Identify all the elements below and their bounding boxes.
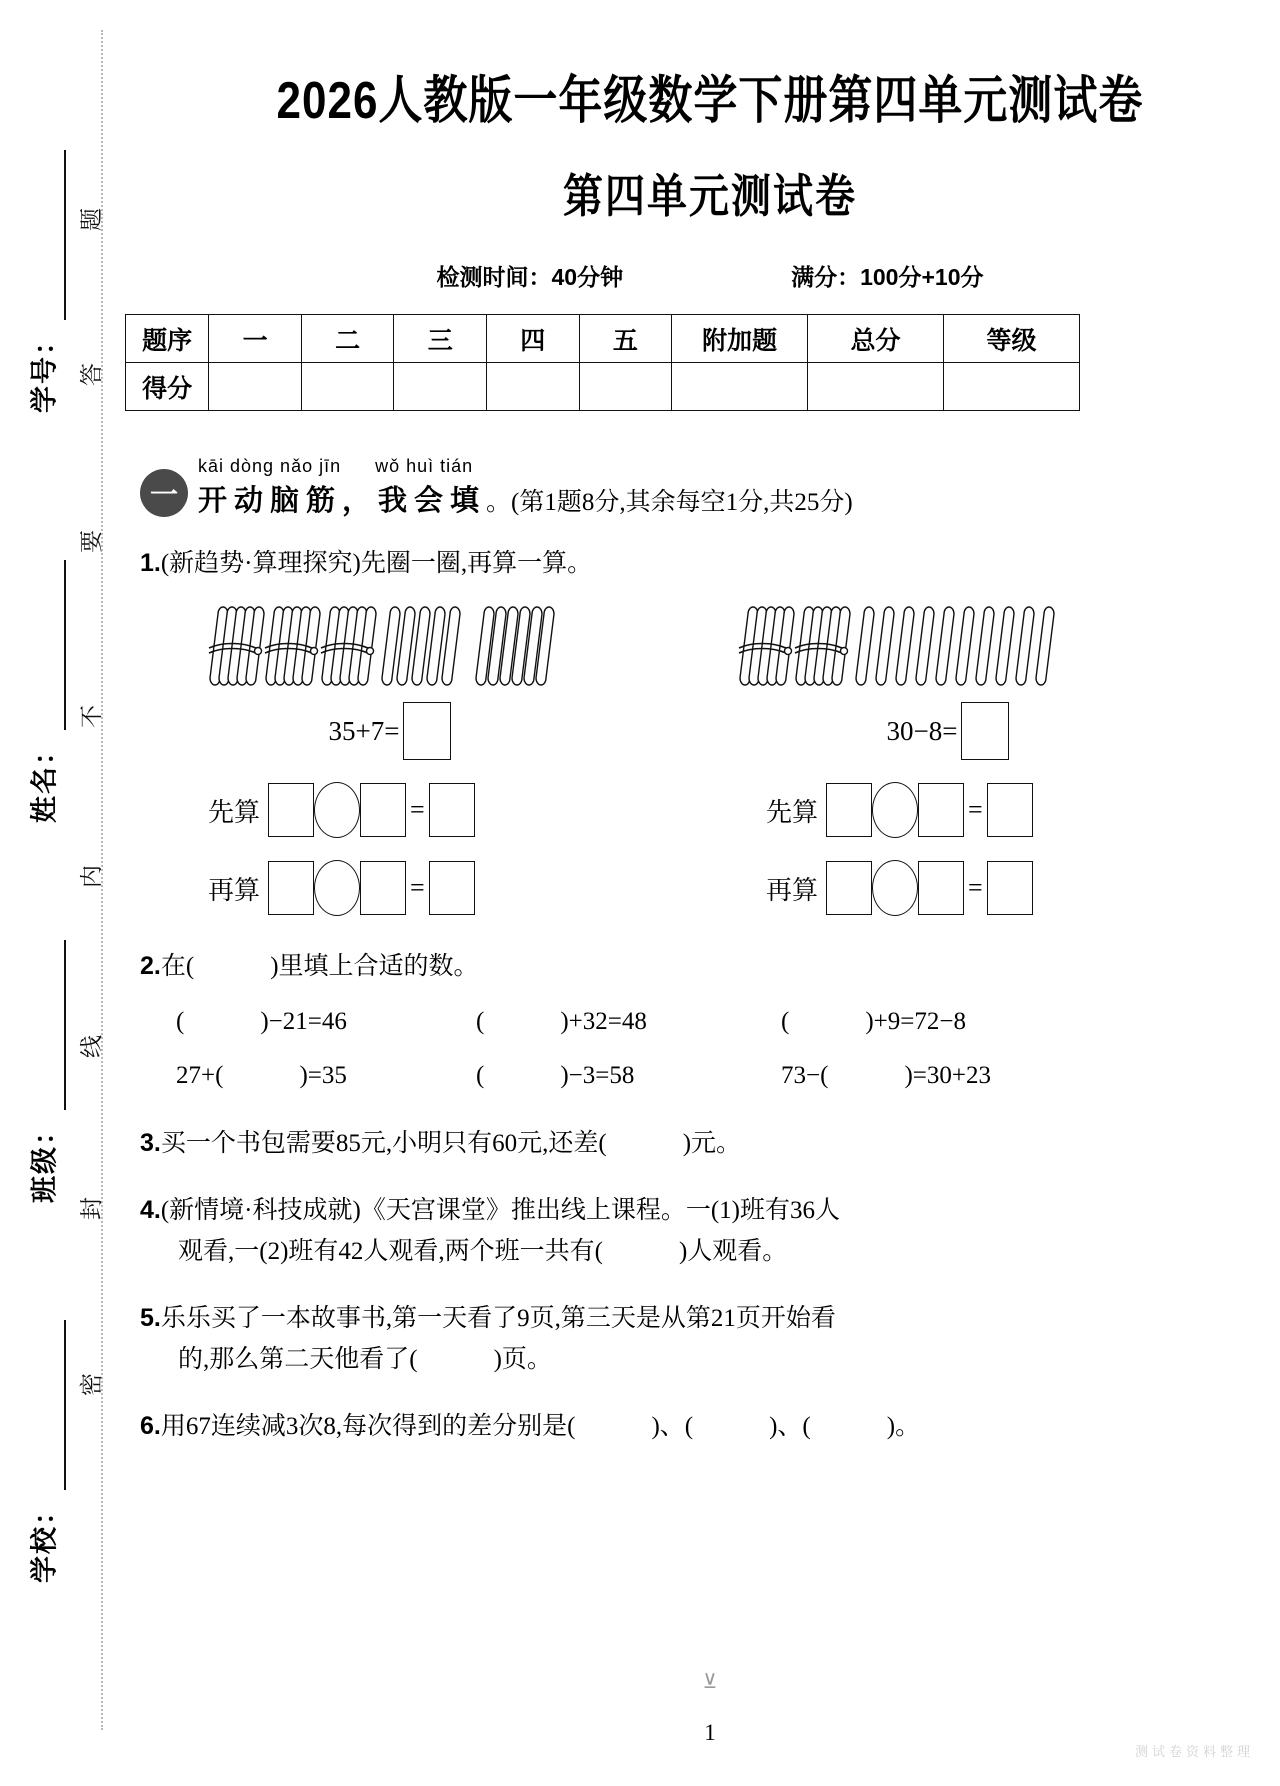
q2-item-2 (781, 1002, 1081, 1043)
question-1-text: (新趋势·算理探究)先圈一圈,再算一算。 (160, 549, 593, 577)
q1-right-step1-equals: = (968, 795, 983, 825)
q2-item-3-pre: 27+( (176, 1062, 224, 1090)
question-5-line2 (178, 1340, 1280, 1381)
q2-item-4-post: )−3=58 (560, 1062, 635, 1090)
q1-right-step1-box3[interactable] (987, 783, 1033, 837)
q1-left-step1-op[interactable] (314, 782, 360, 838)
q1-left-step1-equals: = (410, 795, 425, 825)
score-row-label-0: 题序 (126, 315, 209, 363)
seal-dash-char-0: 题 (79, 208, 104, 231)
question-6-text-b: )、( (651, 1413, 694, 1441)
section-title-points: 。(第1题8分,其余每空1分,共25分) (486, 488, 853, 516)
q1-left-col (140, 702, 640, 916)
question-6-text-a: 用67连续减3次8,每次得到的差分别是( (160, 1413, 576, 1441)
seal-dash-char-6: 封 (79, 1197, 104, 1220)
section-pinyin-a: kāi dòng nǎo jīn (198, 456, 342, 476)
q2-item-3-post: )=35 (299, 1062, 347, 1090)
q2-item-2-post: )+9=72−8 (865, 1007, 966, 1035)
q2-row-1 (176, 1056, 1280, 1097)
q2-item-5-post: )=30+23 (904, 1062, 991, 1090)
page-title: 2026人教版一年级数学下册第四单元测试卷 (276, 72, 1144, 130)
section-number-badge: 一 (140, 469, 188, 517)
q1-right-expr-row (698, 702, 1198, 760)
q1-right-step2-box2[interactable] (918, 861, 964, 915)
score-col-1: 二 (301, 315, 394, 363)
score-cell-6[interactable] (808, 363, 944, 411)
exam-duration: 检测时间：40分钟 (436, 264, 624, 290)
score-cell-7[interactable] (944, 363, 1080, 411)
question-2-text-b: )里填上合适的数。 (270, 953, 479, 981)
score-col-6: 总分 (808, 315, 944, 363)
question-6-number: 6. (140, 1412, 161, 1441)
seal-rule-4 (64, 1320, 66, 1490)
q2-item-5-pre: 73−( (781, 1062, 829, 1090)
score-col-2: 三 (394, 315, 487, 363)
q1-right-answer-box[interactable] (961, 702, 1009, 760)
question-3 (140, 1123, 1280, 1165)
q1-right-step2-equals: = (968, 873, 983, 903)
question-1-equations (140, 702, 1280, 916)
q1-right-step2-label: 再算 (766, 875, 819, 905)
q1-left-step2-op[interactable] (314, 860, 360, 916)
score-cell-1[interactable] (301, 363, 394, 411)
q1-left-expr-row (140, 702, 640, 760)
sticks-icon-left (202, 602, 562, 692)
score-cell-0[interactable] (209, 363, 302, 411)
score-cell-4[interactable] (579, 363, 672, 411)
q2-item-4 (476, 1056, 781, 1097)
question-1-figure (140, 602, 1280, 692)
q2-item-0-pre: ( (176, 1007, 185, 1035)
q2-item-5 (781, 1056, 1081, 1097)
score-col-4: 五 (579, 315, 672, 363)
section-pinyin (198, 457, 853, 477)
q1-left-step2-box3[interactable] (429, 861, 475, 915)
seal-rule-1 (64, 150, 66, 320)
question-4-line2-tail: )人观看。 (678, 1237, 788, 1265)
question-2-number: 2. (140, 952, 161, 981)
question-3-text-a: 买一个书包需要85元,小明只有60元,还差( (160, 1129, 607, 1157)
section-text (198, 457, 853, 519)
q2-item-3 (176, 1056, 476, 1097)
seal-dash-char-2: 要 (79, 530, 104, 553)
question-2-text-a: 在( (160, 953, 195, 981)
q1-right-step2-box3[interactable] (987, 861, 1033, 915)
q1-left-step1-box3[interactable] (429, 783, 475, 837)
q1-right-step2-box1[interactable] (826, 861, 872, 915)
q2-item-4-pre: ( (476, 1062, 485, 1090)
q2-item-2-pre: ( (781, 1007, 790, 1035)
seal-rule-2 (64, 560, 66, 730)
seal-dash-char-4: 内 (79, 865, 104, 888)
q1-left-step1-box1[interactable] (268, 783, 314, 837)
question-5-line1: 乐乐买了一本故事书,第一天看了9页,第三天是从第21页开始看 (160, 1305, 836, 1333)
sticks-icon-right (732, 602, 1062, 692)
question-5-line2-text: 的,那么第二天他看了( (178, 1345, 418, 1373)
section-pinyin-b: wǒ huì tián (375, 456, 474, 476)
fold-mark-icon: ⊻ (702, 1671, 718, 1693)
q2-item-1 (476, 1002, 781, 1043)
score-table-value-row (126, 363, 1080, 411)
q1-right-step1 (766, 782, 1198, 838)
question-6 (140, 1406, 1280, 1448)
q1-right-step1-box1[interactable] (826, 783, 872, 837)
score-col-7: 等级 (944, 315, 1080, 363)
question-4-number: 4. (140, 1196, 161, 1225)
page-subtitle: 第四单元测试卷 (563, 171, 857, 223)
q1-left-step1 (208, 782, 640, 838)
sticks-group-left (202, 602, 562, 692)
q2-item-1-post: )+32=48 (560, 1007, 647, 1035)
question-6-text-d: )。 (886, 1413, 921, 1441)
q1-left-expr: 35+7= (328, 715, 400, 746)
q2-row-0 (176, 1002, 1280, 1043)
seal-label-student-id: 学号： (29, 326, 60, 413)
question-5-number: 5. (140, 1304, 161, 1333)
question-3-number: 3. (140, 1128, 161, 1157)
q1-right-col (698, 702, 1198, 916)
q1-right-step2 (766, 860, 1198, 916)
score-col-0: 一 (209, 315, 302, 363)
seal-label-name: 姓名： (29, 736, 60, 823)
q1-left-step2-box1[interactable] (268, 861, 314, 915)
section-title (198, 478, 853, 519)
q1-left-step2-box2[interactable] (360, 861, 406, 915)
q2-item-0 (176, 1002, 476, 1043)
q1-right-expr: 30−8= (886, 715, 958, 746)
page-number: 1 (704, 1720, 716, 1745)
q1-right-step1-label: 先算 (766, 797, 819, 827)
score-cell-5[interactable] (672, 363, 808, 411)
question-2-fill-grid (176, 1002, 1280, 1097)
q1-left-step2 (208, 860, 640, 916)
seal-label-class: 班级： (29, 1116, 60, 1203)
score-cell-2[interactable] (394, 363, 487, 411)
q1-left-step2-label: 再算 (208, 875, 261, 905)
page-body (140, 0, 1280, 1786)
question-5-line2-tail: )页。 (493, 1345, 552, 1373)
sticks-group-right (732, 602, 1062, 692)
exam-meta (140, 259, 1280, 292)
score-row-label-1: 得分 (126, 363, 209, 411)
question-4-line1: (新情境·科技成就)《天宫课堂》推出线上课程。一(1)班有36人 (160, 1197, 840, 1225)
question-1-number: 1. (140, 548, 161, 577)
score-table-header-row (126, 315, 1080, 363)
question-3-text-b: )元。 (682, 1129, 742, 1157)
exam-total-score: 满分：100分+10分 (791, 264, 984, 290)
question-6-text-c: )、( (769, 1413, 811, 1441)
seal-dash-char-1: 答 (79, 363, 104, 386)
seal-dash-char-7: 密 (79, 1373, 104, 1396)
question-4-line2 (178, 1232, 1280, 1273)
score-col-3: 四 (487, 315, 580, 363)
seal-rule-3 (64, 940, 66, 1110)
q1-right-step1-box2[interactable] (918, 783, 964, 837)
question-4 (140, 1190, 1280, 1272)
watermark: 测试卷资料整理 (1134, 1744, 1254, 1759)
q1-right-step2-op[interactable] (872, 860, 918, 916)
seal-label-school: 学校： (29, 1496, 60, 1583)
seal-margin (0, 0, 140, 1786)
q1-right-step1-op[interactable] (872, 782, 918, 838)
seal-dash-char-5: 线 (79, 1035, 104, 1058)
question-1 (140, 543, 1280, 585)
score-cell-3[interactable] (487, 363, 580, 411)
question-2 (140, 946, 1280, 1097)
q2-item-0-post: )−21=46 (260, 1007, 347, 1035)
q2-item-1-pre: ( (476, 1007, 485, 1035)
q1-left-step2-equals: = (410, 873, 425, 903)
q1-left-step1-label: 先算 (208, 797, 261, 827)
score-table (125, 314, 1080, 411)
section-title-cn: 开动脑筋，我会填 (198, 484, 487, 517)
question-5 (140, 1298, 1280, 1380)
seal-dash-char-3: 不 (79, 705, 104, 728)
q1-left-answer-box[interactable] (403, 702, 451, 760)
question-4-line2-text: 观看,一(2)班有42人观看,两个班一共有( (178, 1237, 603, 1265)
section-header (140, 457, 1280, 519)
score-col-5: 附加题 (672, 315, 808, 363)
q1-left-step1-box2[interactable] (360, 783, 406, 837)
